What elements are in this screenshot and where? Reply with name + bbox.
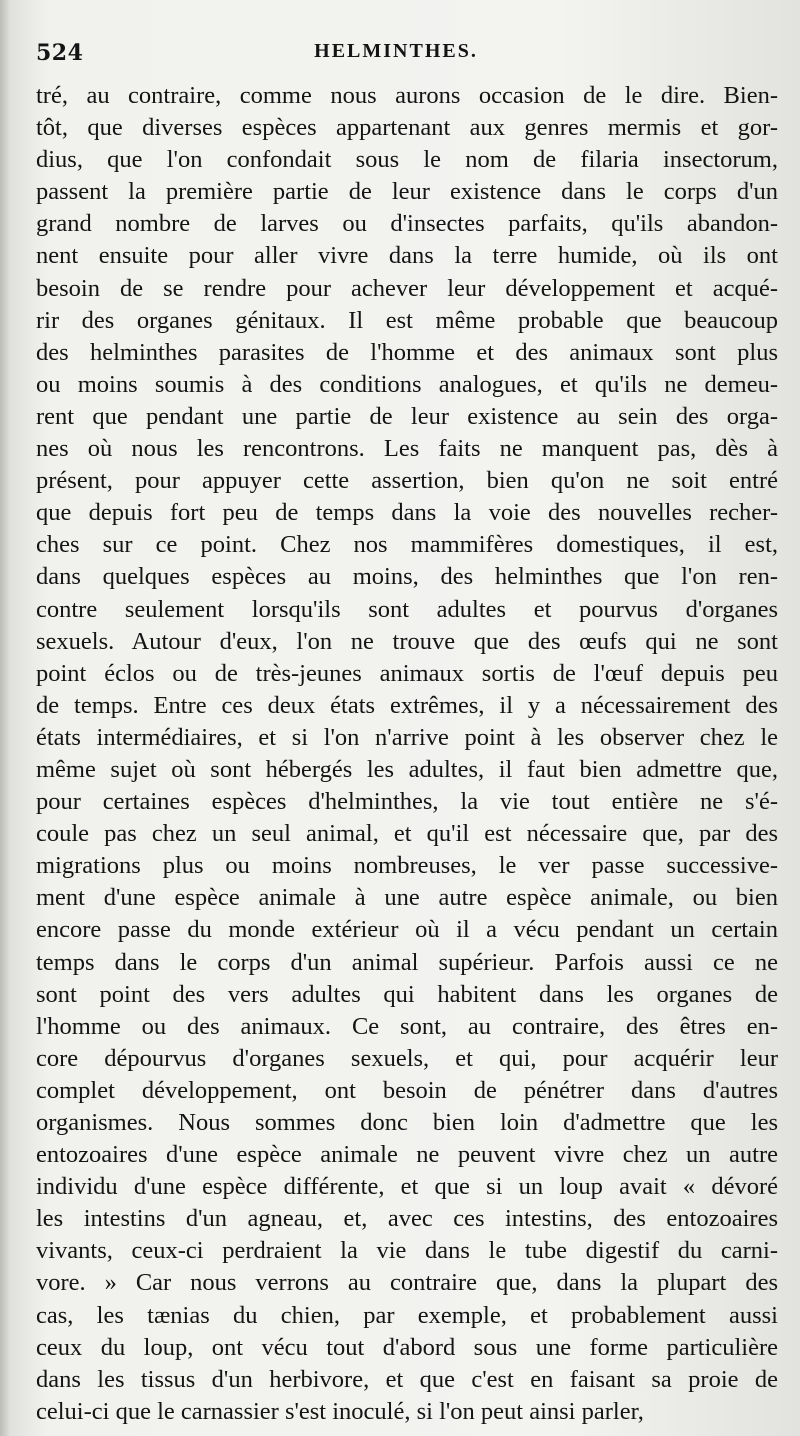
text-line: sont point des vers adultes qui habitent dans les organes de (36, 980, 778, 1008)
text-line: passent la première partie de leur existence dans le corps d'un (36, 178, 778, 206)
text-line: encore passe du monde extérieur où il a vécu pendant un certain (36, 916, 778, 944)
text-line: vore. » Car nous verrons au contraire que, dans la plupart des (36, 1269, 778, 1297)
text-line: grand nombre de larves ou d'insectes parfaits, qu'ils abandon- (36, 210, 778, 238)
text-line: même sujet où sont hébergés les adultes, il faut bien admettre que, (36, 755, 778, 783)
text-line: temps dans le corps d'un animal supérieur. Parfois aussi ce ne (36, 948, 778, 976)
text-line: celui-ci que le carnassier s'est inoculé, si l'on peut ainsi parler, (36, 1397, 644, 1425)
text-line: que depuis fort peu de temps dans la voie des nouvelles recher- (36, 499, 778, 527)
page-gutter-shadow (0, 0, 10, 1436)
text-line: vivants, ceux-ci perdraient la vie dans le tube digestif du carni- (36, 1237, 778, 1265)
text-line: rir des organes génitaux. Il est même probable que beaucoup (36, 306, 778, 334)
text-line: ceux du loup, ont vécu tout d'abord sous une forme particulière (36, 1333, 778, 1361)
text-line: complet développement, ont besoin de pénétrer dans d'autres (36, 1076, 778, 1104)
text-line: besoin de se rendre pour achever leur développement et acqué- (36, 274, 778, 302)
page-number: 524 (36, 40, 84, 66)
text-line: ou moins soumis à des conditions analogues, et qu'ils ne demeu- (36, 370, 778, 398)
text-line: sexuels. Autour d'eux, l'on ne trouve que des œufs qui ne sont (36, 627, 778, 655)
text-line: présent, pour appuyer cette assertion, bien qu'on ne soit entré (36, 467, 778, 495)
body-paragraph (36, 80, 778, 1428)
text-line: nent ensuite pour aller vivre dans la terre humide, où ils ont (36, 242, 778, 270)
text-line: migrations plus ou moins nombreuses, le ver passe successive- (36, 852, 778, 880)
text-line: tré, au contraire, comme nous aurons occasion de le dire. Bien- (36, 82, 778, 109)
text-line: contre seulement lorsqu'ils sont adultes et pourvus d'organes (36, 595, 778, 623)
text-line: l'homme ou des animaux. Ce sont, au contraire, des êtres en- (36, 1012, 778, 1040)
text-line: individu d'une espèce différente, et que si un loup avait « dévoré (36, 1173, 778, 1201)
text-line: dans quelques espèces au moins, des helminthes que l'on ren- (36, 563, 778, 591)
running-title: HELMINTHES. (314, 40, 478, 62)
text-line: organismes. Nous sommes donc bien loin d'admettre que les (36, 1109, 778, 1136)
text-line: ment d'une espèce animale à une autre espèce animale, ou bien (36, 884, 778, 912)
text-line: coule pas chez un seul animal, et qu'il est nécessaire que, par des (36, 820, 778, 848)
text-line: core dépourvus d'organes sexuels, et qui, pour acquérir leur (36, 1044, 778, 1072)
page-header (36, 32, 756, 68)
text-line: nes où nous les rencontrons. Les faits ne manquent pas, dès à (36, 435, 778, 463)
text-line: les intestins d'un agneau, et, avec ces intestins, des entozoaires (36, 1205, 778, 1233)
text-line: dius, que l'on confondait sous le nom de filaria insectorum, (36, 146, 778, 174)
text-line: de temps. Entre ces deux états extrêmes, il y a nécessairement des (36, 691, 778, 719)
text-line: cas, les tænias du chien, par exemple, et probablement aussi (36, 1301, 778, 1329)
text-line: pour certaines espèces d'helminthes, la vie tout entière ne s'é- (36, 788, 778, 816)
text-line: des helminthes parasites de l'homme et des animaux sont plus (36, 338, 778, 366)
text-line: entozoaires d'une espèce animale ne peuvent vivre chez un autre (36, 1141, 778, 1169)
text-line: dans les tissus d'un herbivore, et que c'est en faisant sa proie de (36, 1365, 778, 1393)
text-line: point éclos ou de très-jeunes animaux sortis de l'œuf depuis peu (36, 659, 778, 687)
text-line: rent que pendant une partie de leur existence au sein des orga- (36, 402, 778, 430)
text-line: états intermédiaires, et si l'on n'arrive point à les observer chez le (36, 723, 778, 751)
text-line: ches sur ce point. Chez nos mammifères domestiques, il est, (36, 531, 778, 559)
text-line: tôt, que diverses espèces appartenant aux genres mermis et gor- (36, 114, 778, 142)
